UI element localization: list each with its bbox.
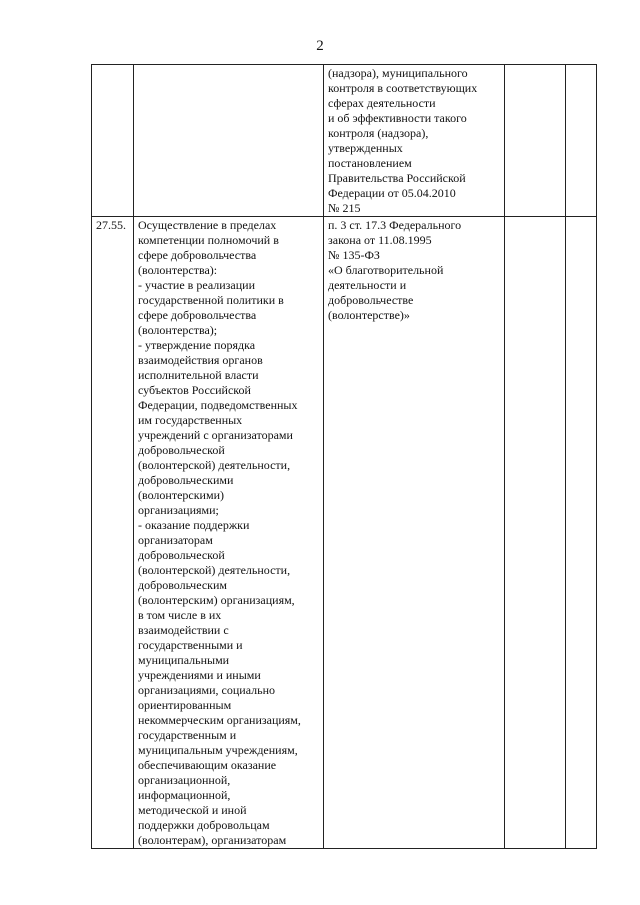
row-number-cell: 27.55. [92, 217, 134, 849]
empty-cell [505, 65, 566, 217]
legal-basis-cell: (надзора), муниципального контроля в соответствующих сферах деятельности и об эффективности такого контроля (надзора), утвержденных постановлением Правительства Российской Федерации от 05.04.2010 № 215 [324, 65, 505, 217]
description-cell [134, 65, 324, 217]
empty-cell [566, 65, 597, 217]
table-row [92, 65, 597, 217]
legal-basis-cell: п. 3 ст. 17.3 Федерального закона от 11.08.1995 № 135-ФЗ «О благотворительной деятельности и добровольчестве (волонтерстве)» [324, 217, 505, 849]
table-row [92, 217, 597, 849]
powers-table [91, 64, 597, 849]
row-number-cell [92, 65, 134, 217]
description-cell: Осуществление в пределах компетенции полномочий в сфере добровольчества (волонтерства): - участие в реализации государственной политики в сфере добровольчества (волонтерства); - утверждение порядка взаимодействия органов исполнительной власти субъектов Российской Федерации, подведомственных им государственных учреждений с организаторами добровольческой (волонтерской) деятельности, добровольческими (волонтерскими) организациями; - оказание поддержки организаторам добровольческой (волонтерской) деятельности, добровольческим (волонтерским) организациям, в том числе в их взаимодействии с государственными и муниципальными учреждениями и иными организациями, социально ориентированным некоммерческим организациям, государственным и муниципальным учреждениям, обеспечивающим оказание организационной, информационной, методической и иной поддержки добровольцам (волонтерам), организаторам [134, 217, 324, 849]
empty-cell [566, 217, 597, 849]
empty-cell [505, 217, 566, 849]
page-number: 2 [316, 38, 324, 54]
